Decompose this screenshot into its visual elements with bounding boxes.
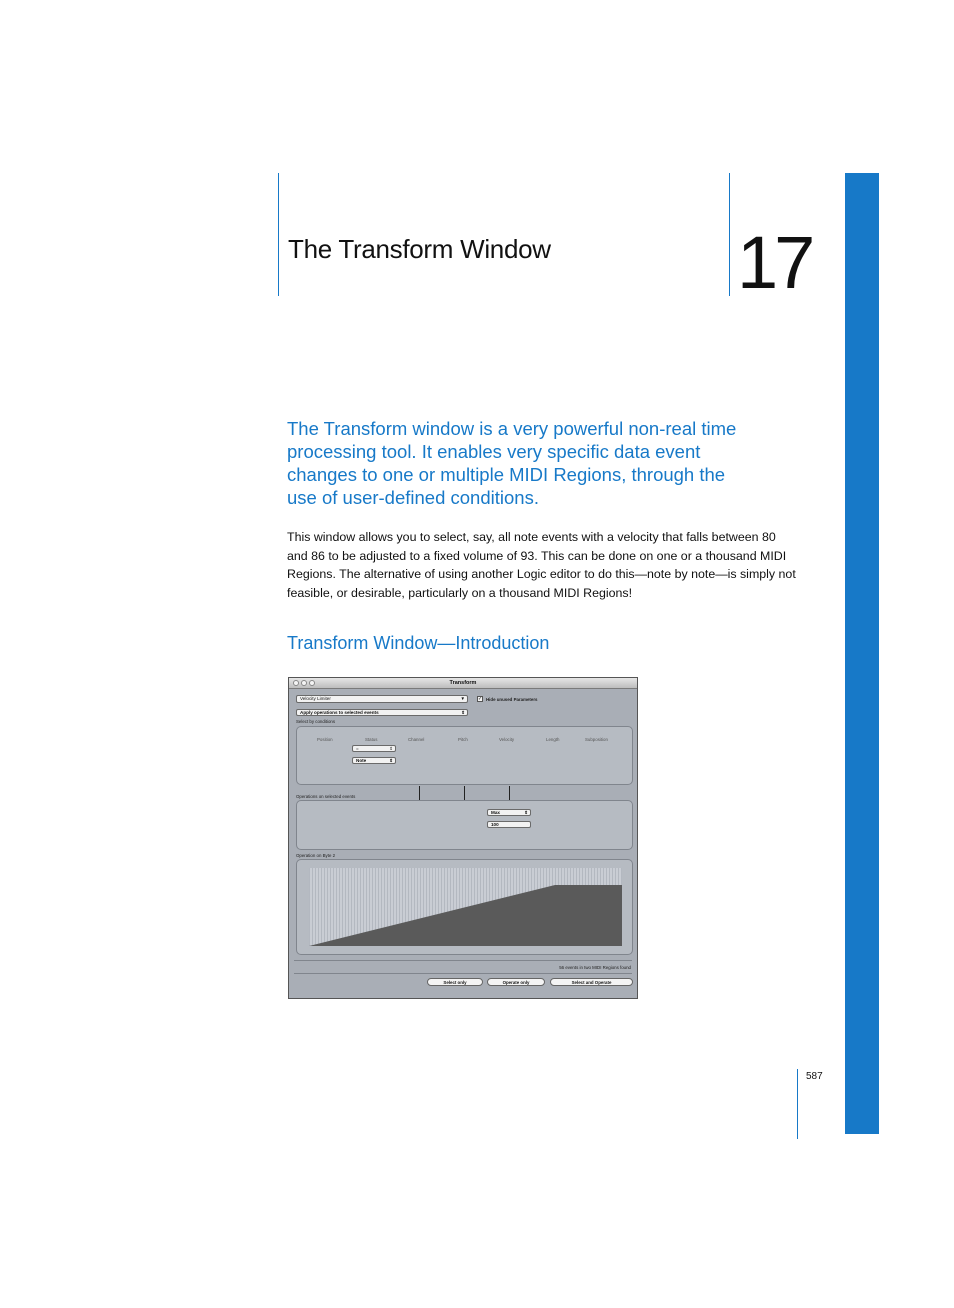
- velocity-value-field[interactable]: [487, 821, 531, 828]
- column-position: Position: [317, 737, 333, 742]
- title-rule: [278, 173, 279, 296]
- mode-value: Apply operations to selected events: [300, 710, 379, 715]
- status-value-select[interactable]: [352, 757, 396, 764]
- status-value-text: Note: [356, 758, 367, 763]
- window-title: Transform: [449, 680, 477, 686]
- mode-select[interactable]: [296, 709, 468, 716]
- updown-arrows-icon: ⇕: [389, 758, 393, 763]
- window-titlebar: [289, 678, 637, 689]
- column-subposition: Subposition: [585, 737, 608, 742]
- column-divider: [509, 786, 510, 800]
- chapter-title: The Transform Window: [288, 234, 551, 264]
- divider: [294, 960, 632, 961]
- select-only-button[interactable]: Select only: [427, 978, 483, 986]
- chapter-number: 17: [737, 221, 812, 304]
- intro-paragraph: The Transform window is a very powerful non-real time processing tool. It enables very specific data event changes to one or multiple MIDI Regions, through the use of user-defined conditions.: [287, 418, 737, 508]
- hide-unused-checkbox[interactable]: ✓: [478, 696, 483, 702]
- column-pitch: Pitch: [458, 737, 468, 742]
- column-velocity: Velocity: [499, 737, 515, 742]
- chapter-tab-bar: [845, 173, 879, 1134]
- minimize-icon: [301, 680, 307, 686]
- column-channel: Channel: [408, 737, 425, 742]
- column-status: Status: [365, 737, 378, 742]
- select-and-operate-button[interactable]: Select and Operate: [550, 978, 633, 986]
- velocity-value-text: 100: [491, 822, 499, 827]
- operate-only-button[interactable]: Operate only: [487, 978, 545, 986]
- select-conditions-label: Select by conditions: [296, 719, 336, 724]
- page-number: 587: [806, 1071, 823, 1082]
- updown-arrows-icon: ⇕: [524, 810, 528, 815]
- status-text: 56 events in two MIDI Regions found: [559, 965, 631, 970]
- operations-label: Operations on selected events: [296, 794, 356, 799]
- status-operator-value: =: [356, 746, 359, 751]
- body-paragraph: This window allows you to select, say, all note events with a velocity that falls between 80 and 86 to be adjusted to a fixed volume of 93. This can be done on one or a thousand MIDI Regions. The alternative of using another Logic editor to do this—note by note—is simply not feasible, or desirable, particularly on a thousand MIDI Regions!: [287, 530, 796, 601]
- preset-select[interactable]: [296, 695, 468, 703]
- column-divider: [464, 786, 465, 800]
- byte2-map-panel: [296, 859, 633, 955]
- section-heading: Transform Window—Introduction: [287, 633, 550, 653]
- number-rule: [729, 173, 730, 296]
- conditions-panel: [296, 726, 633, 785]
- operations-panel: [296, 800, 633, 850]
- velocity-operation-value: Max: [491, 810, 500, 815]
- divider: [294, 973, 632, 974]
- column-divider: [419, 786, 420, 800]
- chevron-down-icon: ▼: [460, 696, 465, 701]
- close-icon: [293, 680, 299, 686]
- transform-window-screenshot: [288, 677, 638, 999]
- byte2-label: Operation on Byte 2: [296, 853, 336, 858]
- updown-arrows-icon: ⇕: [389, 746, 393, 751]
- column-length: Length: [546, 737, 560, 742]
- updown-arrows-icon: ⇕: [461, 710, 465, 715]
- status-operator-select[interactable]: [352, 745, 396, 752]
- footer-rule: [797, 1069, 798, 1139]
- zoom-icon: [309, 680, 315, 686]
- preset-value: Velocity Limiter: [300, 696, 331, 701]
- velocity-operation-select[interactable]: [487, 809, 531, 816]
- hide-unused-label: Hide unused Parameters: [486, 697, 538, 702]
- velocity-map-graph[interactable]: [309, 868, 622, 946]
